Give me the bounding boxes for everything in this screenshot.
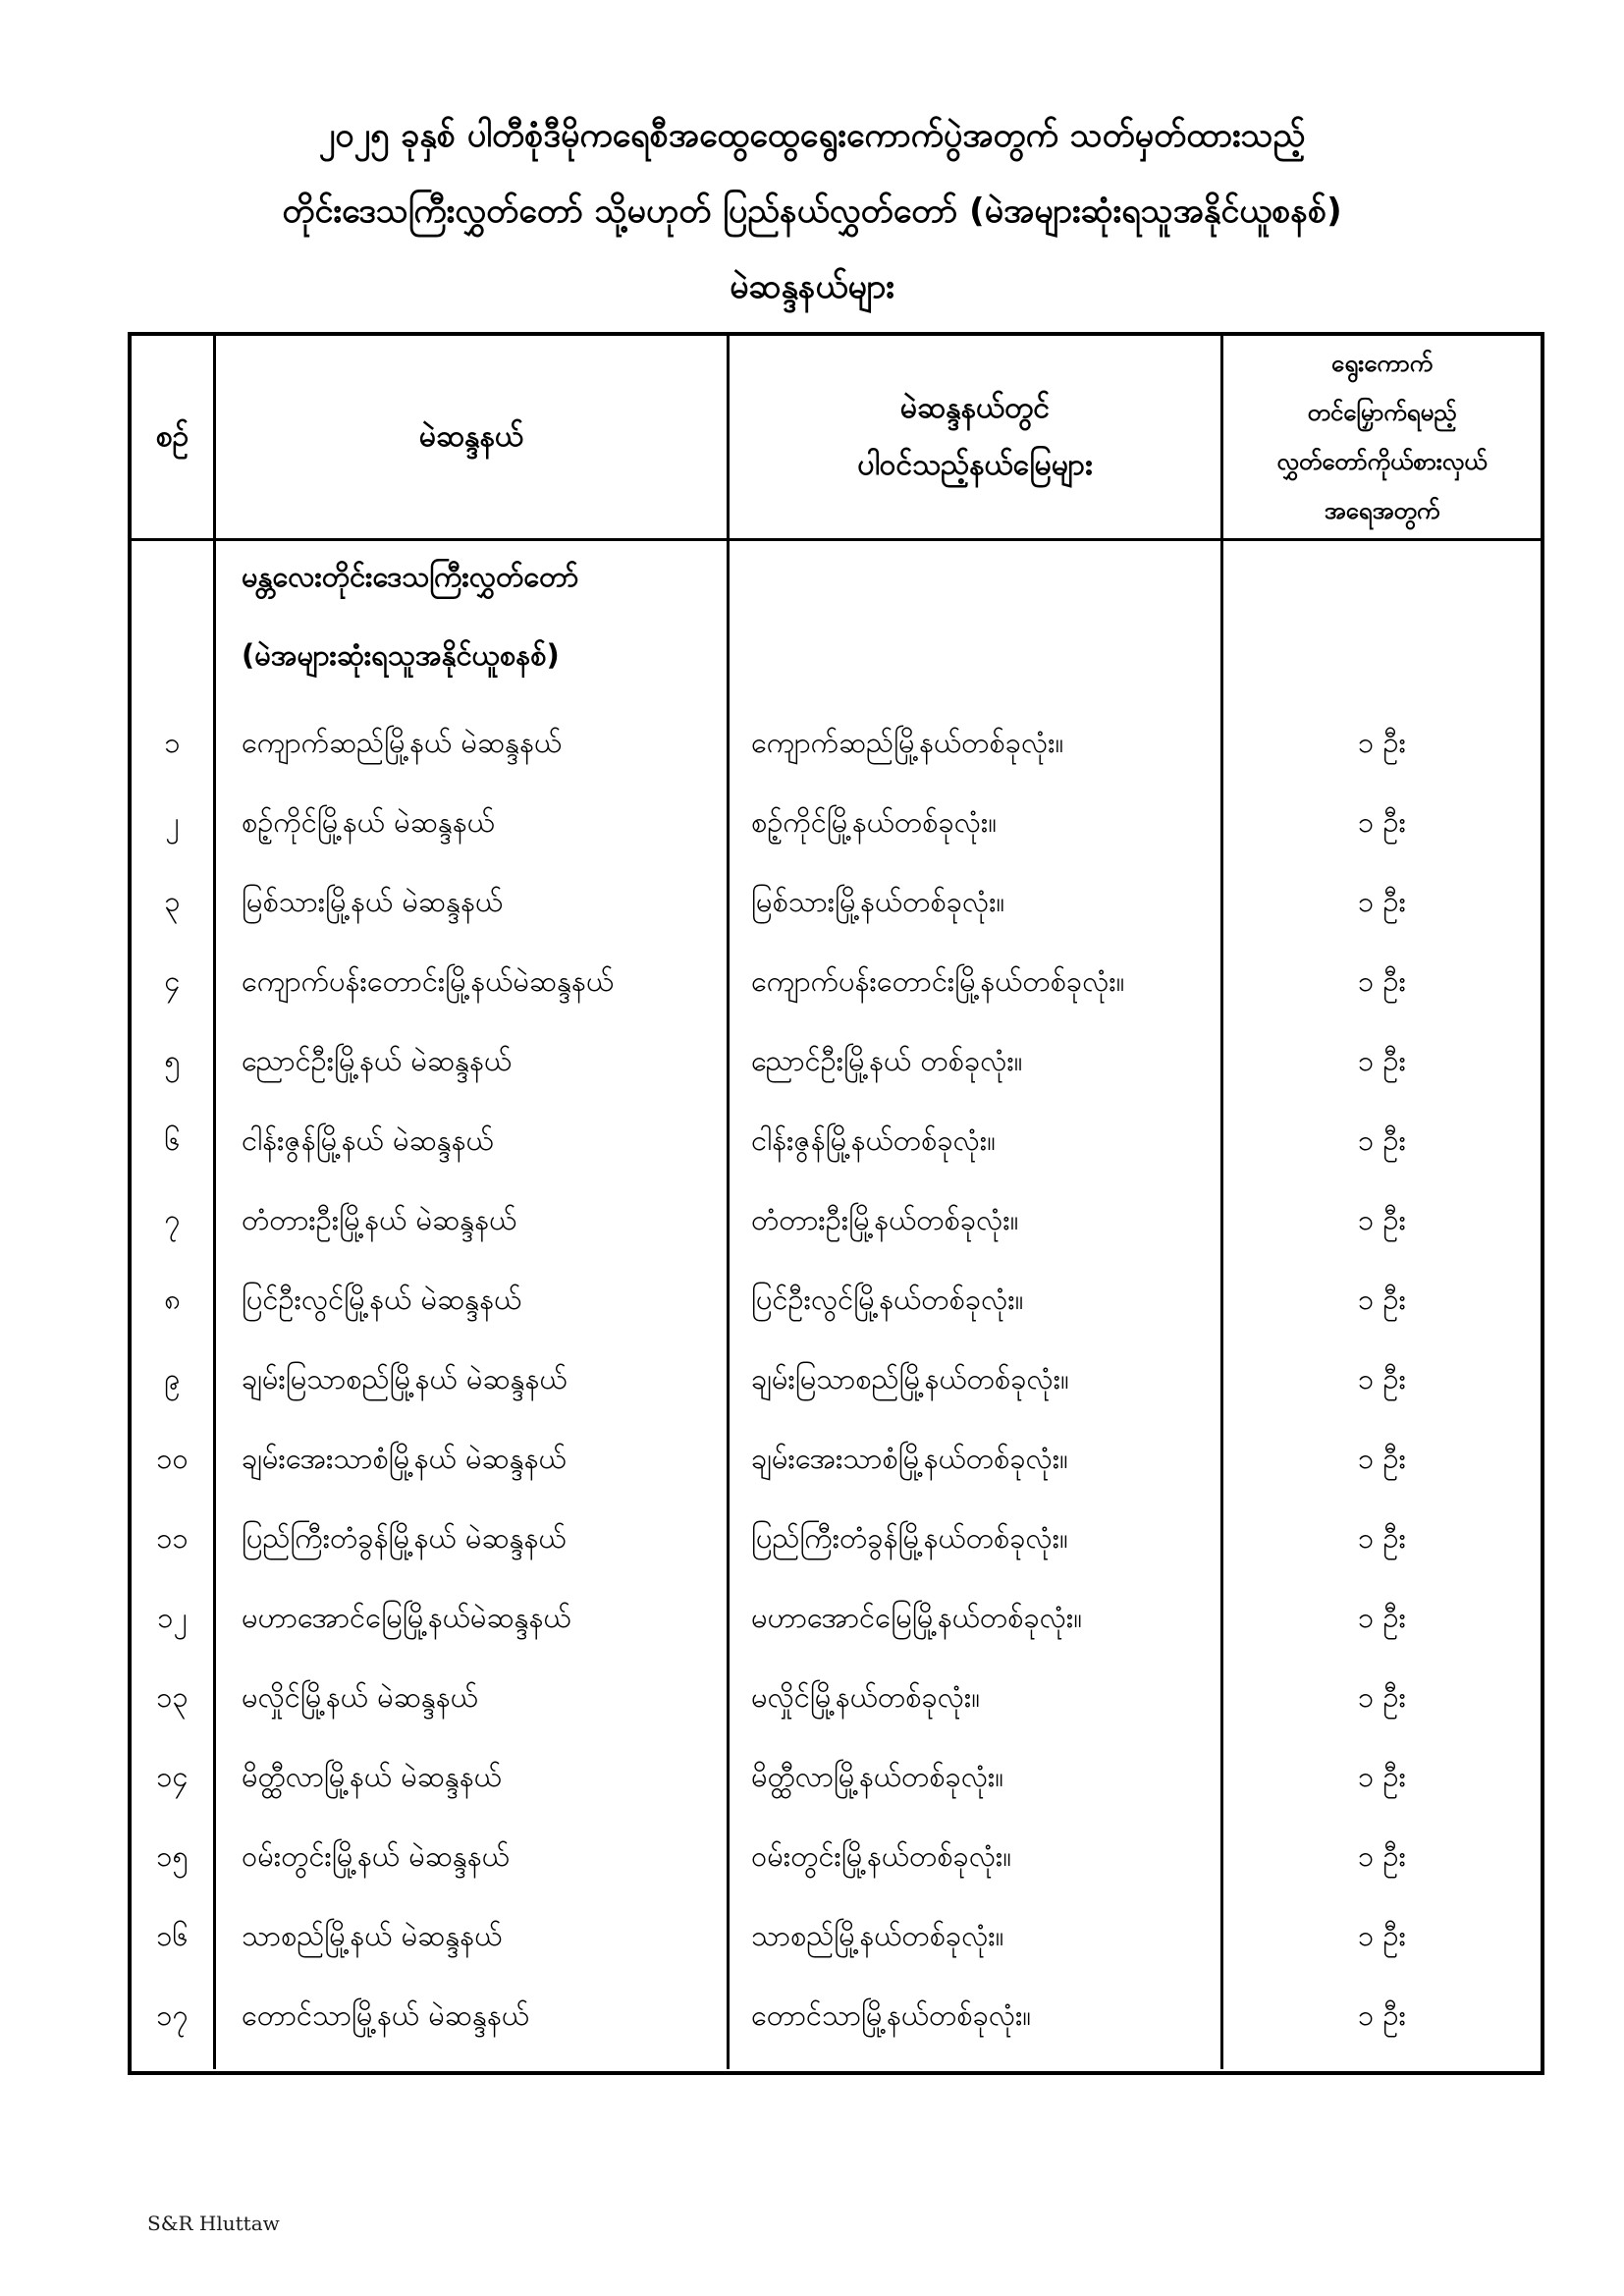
row-constituency: မဟာအောင်မြေမြို့နယ်မဲဆန္ဒနယ် — [242, 1601, 571, 1634]
table-header-row — [132, 336, 1541, 541]
row-areas: ဝမ်းတွင်းမြို့နယ်တစ်ခုလုံး။ — [751, 1839, 1012, 1873]
header-representatives-line-1: ရွေးကောက် — [1330, 350, 1434, 377]
row-serial-number: ၁၆ — [156, 1919, 189, 1952]
row-serial-number: ၁၄ — [156, 1760, 189, 1793]
row-areas: မိတ္ထီလာမြို့နယ်တစ်ခုလုံး။ — [751, 1760, 1004, 1793]
row-areas: ကျောက်ဆည်မြို့နယ်တစ်ခုလုံး။ — [751, 726, 1064, 759]
row-representative-count: ၁ ဦး — [1358, 1442, 1406, 1475]
row-representative-count: ၁ ဦး — [1358, 1680, 1406, 1714]
row-serial-number: ၁၅ — [156, 1839, 189, 1873]
row-representative-count: ၁ ဦး — [1358, 1998, 1406, 2032]
row-serial-number: ၅ — [164, 1044, 181, 1077]
title-line-1: ၂၀၂၅ ခုနှစ် ပါတီစုံဒီမိုကရေစီအထွေထွေရွေးကောက်ပွဲအတွက် သတ်မှတ်ထားသည့် — [318, 116, 1306, 155]
header-representatives-line-2: တင်မြှောက်ရမည့် — [1307, 399, 1457, 426]
row-representative-count: ၁ ဦး — [1358, 885, 1406, 918]
section-heading-line-2: (မဲအများဆုံးရသူအနိုင်ယူစနစ်) — [242, 638, 560, 672]
row-areas: မြစ်သားမြို့နယ်တစ်ခုလုံး။ — [751, 885, 1005, 918]
row-representative-count: ၁ ဦး — [1358, 726, 1406, 759]
row-areas: မဟာအောင်မြေမြို့နယ်တစ်ခုလုံး။ — [751, 1601, 1083, 1634]
row-areas: တောင်သာမြို့နယ်တစ်ခုလုံး။ — [751, 1998, 1032, 2032]
row-constituency: စဉ့်ကိုင်မြို့နယ် မဲဆန္ဒနယ် — [242, 805, 495, 839]
row-areas: တံတားဦးမြို့နယ်တစ်ခုလုံး။ — [751, 1203, 1019, 1236]
row-representative-count: ၁ ဦး — [1358, 1760, 1406, 1793]
row-serial-number: ၂ — [165, 805, 180, 839]
row-representative-count: ၁ ဦး — [1358, 1203, 1406, 1236]
row-constituency: ဝမ်းတွင်းမြို့နယ် မဲဆန္ဒနယ် — [242, 1839, 510, 1873]
row-serial-number: ၁ — [164, 726, 181, 759]
row-constituency: ကျောက်ဆည်မြို့နယ် မဲဆန္ဒနယ် — [242, 726, 563, 759]
row-serial-number: ၇ — [164, 1203, 181, 1236]
row-constituency: ချမ်းမြသာစည်မြို့နယ် မဲဆန္ဒနယ် — [242, 1362, 568, 1395]
row-serial-number: ၁၁ — [156, 1521, 189, 1555]
body-column-serial — [132, 541, 216, 2069]
header-constituency — [216, 336, 730, 538]
title-line-2: တိုင်းဒေသကြီးလွှတ်တော် သို့မဟုတ် ပြည်နယ်လွှတ်တော် (မဲအများဆုံးရသူအနိုင်ယူစနစ်) — [282, 191, 1342, 231]
header-constituency-label: မဲဆန္ဒနယ် — [418, 419, 524, 454]
row-constituency: ပြင်ဦးလွင်မြို့နယ် မဲဆန္ဒနယ် — [242, 1283, 522, 1316]
table-body — [132, 541, 1541, 2069]
row-constituency: ကျောက်ပန်းတောင်းမြို့နယ်မဲဆန္ဒနယ် — [242, 964, 615, 998]
body-column-areas — [730, 541, 1223, 2069]
row-serial-number: ၈ — [164, 1283, 181, 1316]
row-serial-number: ၉ — [164, 1362, 181, 1395]
row-serial-number: ၄ — [164, 964, 181, 998]
footer-watermark: S&R Hluttaw — [147, 2212, 280, 2235]
row-areas: ချမ်းမြသာစည်မြို့နယ်တစ်ခုလုံး။ — [751, 1362, 1069, 1395]
row-areas: ငါန်းဇွန်မြို့နယ်တစ်ခုလုံး။ — [751, 1123, 996, 1157]
row-areas: ချမ်းအေးသာစံမြို့နယ်တစ်ခုလုံး။ — [751, 1442, 1068, 1475]
row-constituency: မလှိုင်မြို့နယ် မဲဆန္ဒနယ် — [242, 1680, 478, 1714]
body-column-count — [1223, 541, 1541, 2069]
row-representative-count: ၁ ဦး — [1358, 1044, 1406, 1077]
row-representative-count: ၁ ဦး — [1358, 1919, 1406, 1952]
row-representative-count: ၁ ဦး — [1358, 1123, 1406, 1157]
header-serial-number — [132, 336, 216, 538]
row-constituency: ညောင်ဦးမြို့နယ် မဲဆန္ဒနယ် — [242, 1044, 513, 1077]
row-areas: သာစည်မြို့နယ်တစ်ခုလုံး။ — [751, 1919, 1004, 1952]
row-areas: ကျောက်ပန်းတောင်းမြို့နယ်တစ်ခုလုံး။ — [751, 964, 1125, 998]
row-constituency: မိတ္ထီလာမြို့နယ် မဲဆန္ဒနယ် — [242, 1760, 502, 1793]
row-representative-count: ၁ ဦး — [1358, 1601, 1406, 1634]
section-heading-line-1: မန္တလေးတိုင်းဒေသကြီးလွှတ်တော် — [242, 560, 579, 593]
constituency-table — [128, 332, 1544, 2075]
row-areas: စဉ့်ကိုင်မြို့နယ်တစ်ခုလုံး။ — [751, 805, 998, 839]
row-representative-count: ၁ ဦး — [1358, 1362, 1406, 1395]
row-representative-count: ၁ ဦး — [1358, 1839, 1406, 1873]
header-representatives-line-3: လွှတ်တော်ကိုယ်စားလှယ် — [1276, 448, 1488, 475]
header-serial-number-label: စဉ် — [155, 419, 189, 454]
row-areas: ညောင်ဦးမြို့နယ် တစ်ခုလုံး။ — [751, 1044, 1023, 1077]
title-line-3: မဲဆန္ဒနယ်များ — [730, 267, 894, 306]
row-constituency: ပြည်ကြီးတံခွန်မြို့နယ် မဲဆန္ဒနယ် — [242, 1521, 567, 1555]
header-representatives-count — [1223, 336, 1541, 538]
row-constituency: တံတားဦးမြို့နယ် မဲဆန္ဒနယ် — [242, 1203, 517, 1236]
row-representative-count: ၁ ဦး — [1358, 1283, 1406, 1316]
row-areas: မလှိုင်မြို့နယ်တစ်ခုလုံး။ — [751, 1680, 981, 1714]
row-areas: ပြင်ဦးလွင်မြို့နယ်တစ်ခုလုံး။ — [751, 1283, 1024, 1316]
header-included-areas — [730, 336, 1223, 538]
row-constituency: တောင်သာမြို့နယ် မဲဆန္ဒနယ် — [242, 1998, 529, 2032]
row-representative-count: ၁ ဦး — [1358, 805, 1406, 839]
row-constituency: မြစ်သားမြို့နယ် မဲဆန္ဒနယ် — [242, 885, 504, 918]
header-representatives-line-4: အရေအတွက် — [1324, 497, 1440, 524]
body-column-constituency — [216, 541, 730, 2069]
row-constituency: ချမ်းအေးသာစံမြို့နယ် မဲဆန္ဒနယ် — [242, 1442, 567, 1475]
row-serial-number: ၆ — [164, 1123, 181, 1157]
document-title — [0, 98, 1624, 325]
row-areas: ပြည်ကြီးတံခွန်မြို့နယ်တစ်ခုလုံး။ — [751, 1521, 1068, 1555]
row-representative-count: ၁ ဦး — [1358, 1521, 1406, 1555]
row-representative-count: ၁ ဦး — [1358, 964, 1406, 998]
header-included-areas-line-2: ပါဝင်သည့်နယ်မြေများ — [857, 448, 1093, 482]
row-serial-number: ၁၀ — [156, 1442, 189, 1475]
row-serial-number: ၁၃ — [156, 1680, 189, 1714]
row-constituency: သာစည်မြို့နယ် မဲဆန္ဒနယ် — [242, 1919, 503, 1952]
header-included-areas-line-1: မဲဆန္ဒနယ်တွင် — [899, 391, 1051, 425]
row-serial-number: ၁၂ — [157, 1601, 188, 1634]
row-serial-number: ၁၇ — [156, 1998, 189, 2032]
row-serial-number: ၃ — [164, 885, 181, 918]
row-constituency: ငါန်းဇွန်မြို့နယ် မဲဆန္ဒနယ် — [242, 1123, 494, 1157]
